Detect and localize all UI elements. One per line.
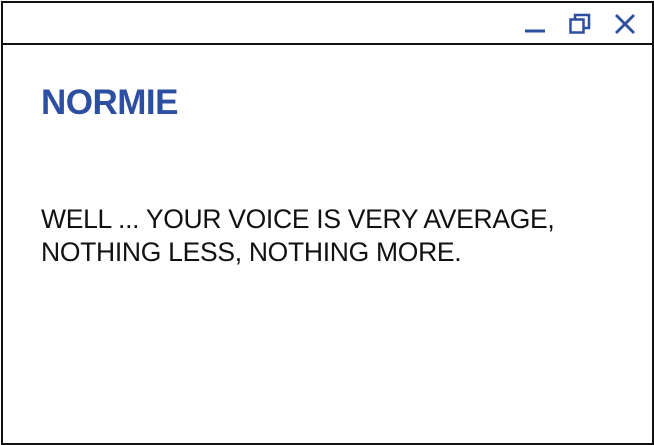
message-line: NOTHING LESS, NOTHING MORE. xyxy=(41,237,462,267)
title-bar[interactable] xyxy=(3,3,652,45)
minimize-icon xyxy=(523,13,547,35)
message-line: WELL ... YOUR VOICE IS VERY AVERAGE, xyxy=(41,204,555,234)
restore-icon xyxy=(568,13,592,35)
minimize-button[interactable] xyxy=(523,13,547,35)
close-button[interactable] xyxy=(613,13,637,35)
restore-button[interactable] xyxy=(568,13,592,35)
result-window xyxy=(1,1,654,445)
close-icon xyxy=(613,13,637,35)
result-message xyxy=(41,203,641,269)
dialog-content xyxy=(3,45,652,443)
result-title: NORMIE xyxy=(41,83,178,122)
